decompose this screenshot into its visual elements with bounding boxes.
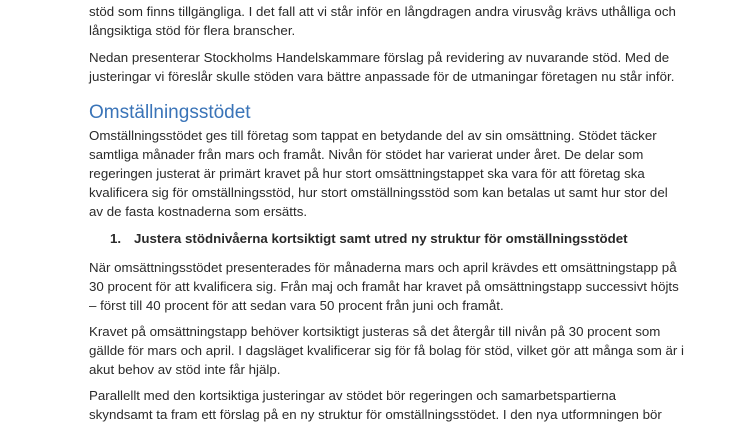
section-body-line-5: av de fasta kostnaderna som ersätts. [89, 204, 308, 219]
presentation-line-1: Nedan presenterar Stockholms Handelskammare förslag på revidering av nuvarande stöd. Med de [89, 50, 670, 65]
section-heading: Omställningsstödet [89, 102, 251, 123]
para-3-line-3: akut behov av stöd inte får hjälp. [89, 362, 281, 377]
para-2-line-2: 30 procent för att kvalificera sig. Från maj och framåt har kravet på omsättningstapp successivt höjts [89, 279, 679, 294]
section-body-line-4: kvalificera sig för omställningsstöd, hur stort omställningsstöd som kan betalas ut samt hur stor del [89, 185, 668, 200]
section-body-line-1: Omställningsstödet ges till företag som tappat en betydande del av sin omsättning. Stödet täcker [89, 128, 657, 143]
intro-line-2: långsiktiga stöd för flera branscher. [89, 23, 296, 38]
intro-line-1: stöd som finns tillgängliga. I det fall att vi står inför en långdragen andra virusvåg krävs uthålliga och [89, 4, 676, 19]
para-4-line-2: skyndsamt ta fram ett förslag på en ny struktur för omställningsstödet. I den nya utformningen bör [89, 407, 662, 422]
section-body-line-2: samtliga månader från mars och framåt. Nivån för stödet har varierat under året. De delar som [89, 147, 644, 162]
section-body-line-3: regeringen justerat är primärt kravet på hur stort omsättningstappet ska vara för att företag ska [89, 166, 645, 181]
list-item-text: Justera stödnivåerna kortsiktigt samt utred ny struktur för omställningsstödet [134, 231, 628, 246]
numbered-list-item [110, 229, 628, 249]
para-3-line-2: gällde för mars och april. I dagsläget kvalificerar sig för få bolag för stöd, vilket gör att många som är i [89, 343, 684, 358]
para-3-line-1: Kravet på omsättningstapp behöver kortsiktigt justeras så det återgår till nivån på 30 procent som [89, 324, 661, 339]
para-4-line-1: Parallellt med den kortsiktiga justeringar av stödet bör regeringen och samarbetspartierna [89, 388, 616, 403]
list-item-number: 1. [110, 231, 122, 246]
presentation-line-2: justeringar vi föreslår skulle stöden vara bättre anpassade för de utmaningar företagen nu står inför. [89, 69, 675, 84]
para-2-line-1: När omsättningsstödet presenterades för månaderna mars och april krävdes ett omsättningstapp på [89, 260, 677, 275]
para-2-line-3: – först till 40 procent för att sedan vara 50 procent från juni och framåt. [89, 298, 504, 313]
